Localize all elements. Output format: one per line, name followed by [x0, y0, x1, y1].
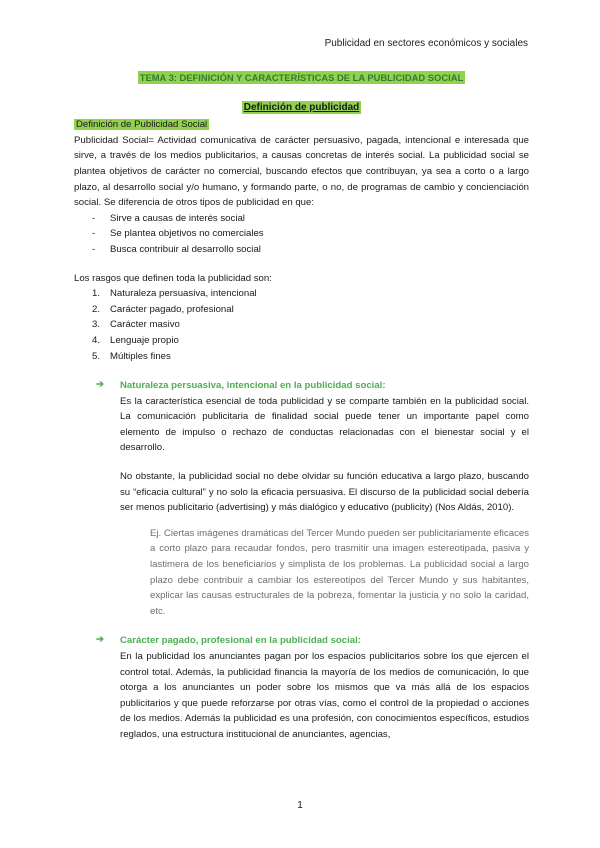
arrow-right-icon: ➔ — [96, 634, 105, 646]
section-heading-persuasive — [74, 378, 529, 394]
section-paragraph: En la publicidad los anunciantes pagan por los espacios publicitarios sobre los que ejercen el control total. Además, la publicidad financia la mayoría de los medios de comunicación, lo que otorga a los anunciantes un poder sobre los mismos que va más allá de los espacios publicitarios y que puede reforzarse por otras vías, como el control de la propiedad o acciones de los medios. Además la publicidad es una profesión, con conocimientos específicos, estudios reglados, una estructura institucional de anunciantes, agencias, — [120, 651, 529, 740]
list-text: Lenguaje propio — [110, 334, 179, 346]
list-item — [92, 333, 529, 349]
section-paragraph: No obstante, la publicidad social no debe olvidar su función educativa a largo plazo, buscando su “eficacia cultural” y no solo la eficacia persuasiva. El discurso de la publicidad social debería ser menos publicitario (advertising) y más dialógico y educativo (publicity) (Nos Aldás, 2010). — [120, 471, 529, 514]
section-heading-text: Carácter pagado, profesional en la publicidad social: — [120, 635, 361, 647]
subheading-text: Definición de Publicidad Social — [76, 119, 208, 131]
list-number: 2. — [92, 303, 101, 315]
topic-title-text: TEMA 3: DEFINICIÓN Y CARACTERÍSTICAS DE LA PUBLICIDAD SOCIAL — [139, 72, 464, 83]
list-item — [92, 286, 529, 302]
traits-intro: Los rasgos que definen toda la publicidad son: — [74, 272, 272, 284]
section-heading-text: Naturaleza persuasiva, intencional en la publicidad social: — [120, 380, 386, 392]
list-text: Carácter pagado, profesional — [110, 303, 234, 315]
page-content — [74, 70, 529, 743]
intro-paragraph: Publicidad Social= Actividad comunicativa de carácter persuasivo, pagada, intencional e interesada que sirve, a través de los medios publicitarios, a causas concretas de interés social. La publicidad social se plantea objetivos de carácter no comercial, buscando efectos que contribuyan, ya sea a corto o a largo plazo, al desarrollo social y/o humano, y formando parte, o no, de programas de cambio y concienciación social. Se diferencia de otros tipos de publicidad en que: — [74, 134, 529, 209]
list-text: Carácter masivo — [110, 319, 180, 331]
topic-title — [74, 70, 529, 87]
list-text: Naturaleza persuasiva, intencional — [110, 288, 257, 300]
list-number: 1. — [92, 288, 101, 300]
page-number: 1 — [297, 800, 303, 811]
list-number: 4. — [92, 334, 101, 346]
section-paragraph: Es la característica esencial de toda publicidad y se comparte también en la publicidad social. La comunicación publicitaria de finalidad social puede tener un importante papel como elemento de impulso o rechazo de conductas relacionadas con el bienestar social y el desarrollo. — [120, 395, 529, 454]
list-item: - Sirve a causas de interés social — [92, 211, 529, 227]
list-number: 5. — [92, 350, 101, 362]
definition-title-text: Definición de publicidad — [243, 101, 360, 113]
definition-title — [74, 100, 529, 116]
running-header: Publicidad en sectores económicos y sociales — [324, 38, 528, 49]
list-item — [92, 302, 529, 318]
traits-list — [74, 286, 529, 364]
list-text: Múltiples fines — [110, 350, 171, 362]
section-heading-paid — [74, 633, 529, 649]
list-number: 3. — [92, 319, 101, 331]
list-item — [92, 317, 529, 333]
subheading — [74, 117, 529, 133]
list-item: - Se plantea objetivos no comerciales — [92, 226, 529, 242]
list-item — [92, 349, 529, 365]
arrow-right-icon: ➔ — [96, 379, 105, 391]
example-paragraph: Ej. Ciertas imágenes dramáticas del Tercer Mundo pueden ser publicitariamente eficaces a corto plazo para recaudar fondos, pero trasmitir una imagen estereotipada, pasiva y lastimera de los beneficiarios y simplista de los problemas. La publicidad social a largo plazo debe contribuir a cambiar los estereotipos del Tercer Mundo y sus habitantes, explicar las causas estructurales de la pobreza, fomentar la justicia y no solo la caridad, etc. — [150, 527, 529, 617]
list-item: - Busca contribuir al desarrollo social — [92, 242, 529, 258]
differences-list — [74, 211, 529, 258]
